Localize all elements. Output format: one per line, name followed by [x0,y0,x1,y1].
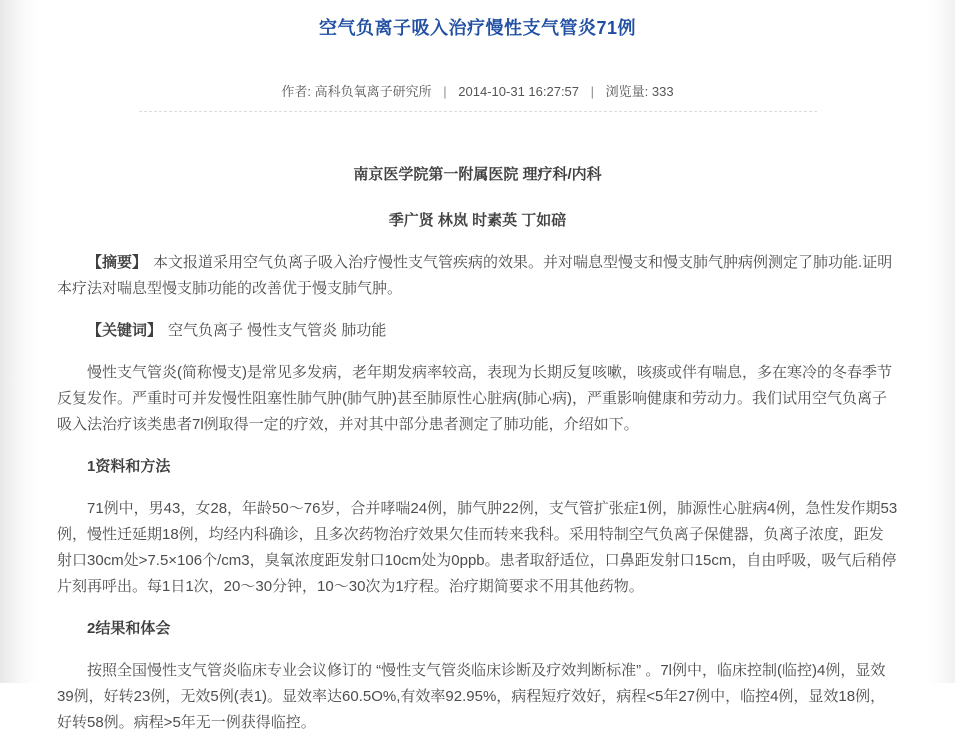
section1-heading: 1资料和方法 [87,458,171,475]
intro-paragraph: 慢性支气管炎(简称慢支)是常见多发病，老年期发病率较高，表现为长期反复咳嗽，咳痰或伴有喘息，多在寒冷的冬春季节反复发作。严重时可并发慢性阻塞性肺气肿(肺气肿)甚至肺原性心脏病(肺心病)，严重影响健康和劳动力。我们试用空气负离子吸入法治疗该类患者7l例取得一定的疗效，并对其中部分患者测定了肺功能，介绍如下。 [57,364,892,433]
abstract-text: 本文报道采用空气负离子吸入治疗慢性支气管疾病的效果。并对喘息型慢支和慢支肺气肿病例测定了肺功能.证明本疗法对喘息型慢支肺功能的改善优于慢支肺气肿。 [57,254,893,297]
section1-paragraph: 71例中，男43，女28，年龄50～76岁，合并哮喘24例，肺气肿22例，支气管扩张症1例，肺源性心脏病4例，急性发作期53例，慢性迁延期18例，均经内科确诊，且多次药物治疗效果欠佳而转来我科。采用特制空气负离子保健器，负离子浓度，距发射口30cm处>7.5×106个/cm3，臭氧浓度距发射口10cm处为0ppb。患者取舒适位，口鼻距发射口15cm，自由呼吸，吸气后稍停片刻再呼出。每1日1次，20～30分钟，10～30次为1疗程。治疗期简要求不用其他药物。 [57,500,898,595]
meta-separator: | [590,84,595,99]
institution-line: 南京医学院第一附属医院 理疗科/内科 [353,166,602,183]
article-meta [0,81,955,100]
header-divider [139,111,817,112]
abstract-paragraph [57,250,898,302]
meta-views: 浏览量: 333 [605,84,674,99]
keywords-paragraph [57,318,898,344]
authors-line: 季广贤 林岚 时素英 丁如碚 [388,212,567,229]
section2-paragraph: 按照全国慢性支气管炎临床专业会议修订的 “慢性支气管炎临床诊断及疗效判断标准” 。7l例中，临床控制(临控)4例，显效39例，好转23例，无效5例(表1)。显效率达60.5O%,有效率92.95%，病程短疗效好，病程<5年27例中，临控4例，显效18例，好转58例。病程>5年无一例获得临控。 [57,662,886,731]
meta-separator: | [443,84,447,99]
meta-date: 2014-10-31 16:27:57 [458,84,580,99]
meta-author: 作者: 高科负氧离子研究所 [281,84,432,99]
keywords-text: 空气负离子 慢性支气管炎 肺功能 [168,322,387,339]
keywords-label: 【关键词】 [87,322,163,339]
article-body [0,162,955,736]
abstract-label: 【摘要】 [87,254,148,271]
section2-heading: 2结果和体会 [87,620,171,637]
page-title: 空气负离子吸入治疗慢性支气管炎71例 [318,18,637,38]
